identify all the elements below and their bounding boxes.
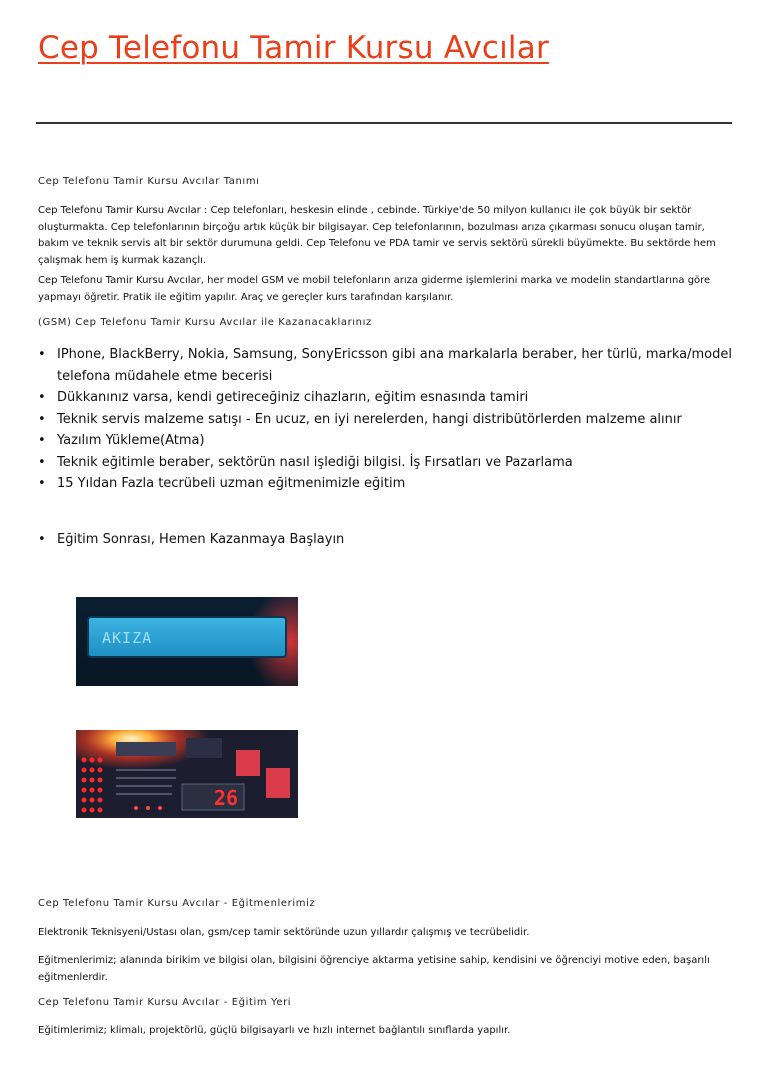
list-item: • Yazılım Yükleme(Atma) bbox=[38, 430, 738, 452]
tanim-heading: Cep Telefonu Tamir Kursu Avcılar Tanımı bbox=[38, 176, 260, 187]
kazanc-heading: (GSM) Cep Telefonu Tamir Kursu Avcılar ile Kazanacaklarınız bbox=[38, 317, 372, 328]
kazanc-list-extra bbox=[38, 529, 738, 551]
lcd-display-image bbox=[76, 597, 298, 686]
seven-segment-text: 26 bbox=[214, 786, 239, 810]
tanim-paragraph-2: Cep Telefonu Tamir Kursu Avcılar, her model GSM ve mobil telefonların arıza giderme işlemlerini marka ve modelin standartlarına göre yapmayı öğretir. Pratik ile eğitim yapılır. Araç ve gereçler kurs tarafından karşılanır. bbox=[38, 275, 711, 303]
title-divider bbox=[36, 122, 732, 124]
lcd-text: AKIZA bbox=[102, 629, 153, 647]
list-item: • Dükkanınız varsa, kendi getireceğiniz cihazların, eğitim esnasında tamiri bbox=[38, 387, 738, 409]
list-item: • IPhone, BlackBerry, Nokia, Samsung, SonyEricsson gibi ana markalarla beraber, her türlü, marka/model telefona müdahele etme becerisi bbox=[38, 344, 738, 387]
egitmen-heading: Cep Telefonu Tamir Kursu Avcılar - Eğitmenlerimiz bbox=[38, 898, 316, 909]
document-title: Cep Telefonu Tamir Kursu Avcılar bbox=[38, 30, 549, 66]
egitmen-paragraph-2: Eğitmenlerimiz; alanında birikim ve bilgisi olan, bilgisini öğrenciye aktarma yetisine sahip, kendisini ve öğrenciyi motive eden, başarılı eğitmenlerdir. bbox=[38, 955, 710, 983]
list-item: • Eğitim Sonrası, Hemen Kazanmaya Başlayın bbox=[38, 529, 738, 551]
kazanc-list bbox=[38, 344, 738, 495]
tanim-paragraph-1: Cep Telefonu Tamir Kursu Avcılar : Cep telefonları, heskesin elinde , cebinde. Türkiye'de 50 milyon kullanıcı ile çok büyük bir sektör oluşturmakta. Cep telefonlarının birçoğu artık küçük bir bilgisayar. Cep telefonlarının, bozulması arıza çıkarması sonucu oluşan tamir, bakım ve teknik servis alt bir sektör durumuna geldi. Cep Telefonu ve PDA tamir ve servis sektörü sürekli büyümekte. Bu sektörde hem çalışmak hem iş kurmak kazançlı. bbox=[38, 205, 716, 266]
list-item: • Teknik servis malzeme satışı - En ucuz, en iyi nerelerden, hangi distribütörlerden malzeme alınır bbox=[38, 409, 738, 431]
circuit-board-image bbox=[76, 730, 298, 818]
list-item: • Teknik eğitimle beraber, sektörün nasıl işlediği bilgisi. İş Fırsatları ve Pazarlama bbox=[38, 452, 738, 474]
yer-heading: Cep Telefonu Tamir Kursu Avcılar - Eğitim Yeri bbox=[38, 997, 292, 1008]
yer-paragraph-1: Eğitimlerimiz; klimalı, projektörlü, güçlü bilgisayarlı ve hızlı internet bağlantılı sınıflarda yapılır. bbox=[38, 1025, 511, 1036]
list-item: • 15 Yıldan Fazla tecrübeli uzman eğitmenimizle eğitim bbox=[38, 473, 738, 495]
egitmen-paragraph-1: Elektronik Teknisyeni/Ustası olan, gsm/cep tamir sektöründe uzun yıllardır çalışmış ve tecrübelidir. bbox=[38, 927, 530, 938]
